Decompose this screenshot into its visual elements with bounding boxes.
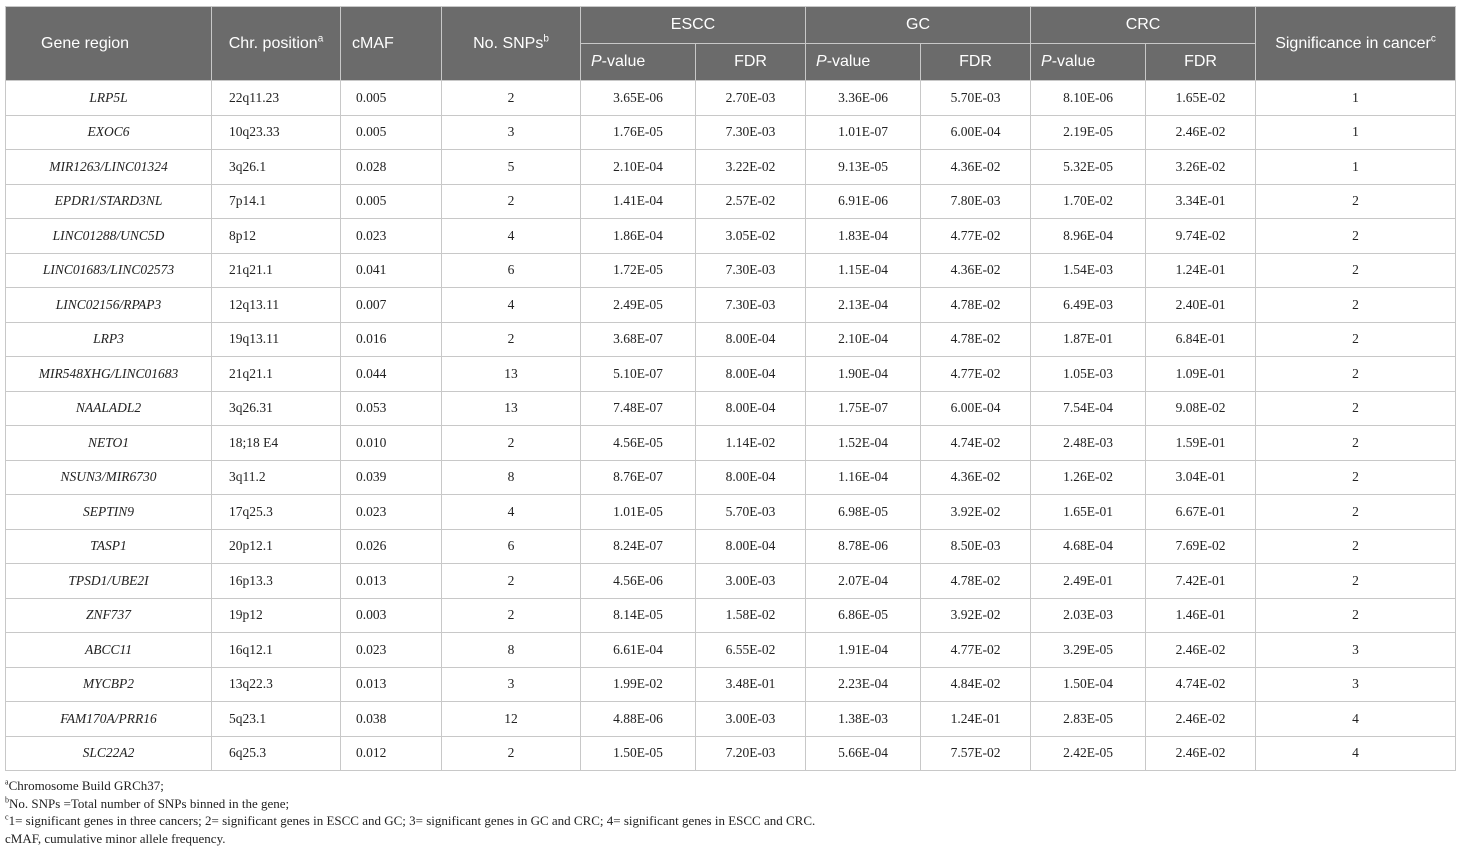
cell-escc-pvalue: 2.10E-04 [581,150,696,185]
table-row [6,702,1456,737]
table-row [6,357,1456,392]
cell-gc-pvalue: 3.36E-06 [806,81,921,116]
cell-escc-fdr: 7.20E-03 [696,736,806,771]
cell-crc-pvalue: 4.68E-04 [1031,529,1146,564]
cell-cmaf: 0.039 [341,460,442,495]
cell-gene-region: TPSD1/UBE2I [6,564,212,599]
cell-crc-fdr: 7.69E-02 [1146,529,1256,564]
cell-gc-fdr: 4.36E-02 [921,253,1031,288]
cell-chr-position: 3q11.2 [212,460,341,495]
table-row [6,633,1456,668]
cell-cmaf: 0.003 [341,598,442,633]
table-row [6,391,1456,426]
table-row [6,150,1456,185]
cell-gc-fdr: 4.77E-02 [921,633,1031,668]
cell-no-snps: 3 [442,667,581,702]
cell-escc-fdr: 7.30E-03 [696,253,806,288]
cell-significance: 1 [1256,150,1456,185]
cell-crc-pvalue: 2.49E-01 [1031,564,1146,599]
cell-cmaf: 0.005 [341,81,442,116]
cell-gc-pvalue: 6.98E-05 [806,495,921,530]
table-row [6,736,1456,771]
cell-gc-pvalue: 1.52E-04 [806,426,921,461]
cell-gene-region: LINC01288/UNC5D [6,219,212,254]
footnote-text: No. SNPs =Total number of SNPs binned in the gene; [9,795,290,811]
cell-gene-region: LRP5L [6,81,212,116]
cell-escc-fdr: 3.00E-03 [696,564,806,599]
cell-crc-pvalue: 1.65E-01 [1031,495,1146,530]
cell-escc-pvalue: 1.41E-04 [581,184,696,219]
cell-escc-fdr: 3.05E-02 [696,219,806,254]
cell-gc-fdr: 4.78E-02 [921,322,1031,357]
cell-crc-fdr: 1.09E-01 [1146,357,1256,392]
cell-chr-position: 21q21.1 [212,357,341,392]
cell-gene-region: NAALADL2 [6,391,212,426]
cell-significance: 2 [1256,184,1456,219]
table-row [6,253,1456,288]
cell-no-snps: 4 [442,219,581,254]
cell-crc-fdr: 1.65E-02 [1146,81,1256,116]
cell-significance: 2 [1256,529,1456,564]
cell-gene-region: LINC02156/RPAP3 [6,288,212,323]
cell-gc-fdr: 1.24E-01 [921,702,1031,737]
footnote-marker: b [5,795,9,805]
cell-gc-pvalue: 9.13E-05 [806,150,921,185]
table-row [6,529,1456,564]
cell-chr-position: 21q21.1 [212,253,341,288]
header-chr-position: Chr. position$^a$ [212,7,341,81]
cell-cmaf: 0.013 [341,564,442,599]
cell-escc-fdr: 7.30E-03 [696,288,806,323]
table-row [6,426,1456,461]
cell-cmaf: 0.012 [341,736,442,771]
cell-crc-pvalue: 1.05E-03 [1031,357,1146,392]
cell-escc-pvalue: 8.14E-05 [581,598,696,633]
cell-significance: 2 [1256,288,1456,323]
cell-escc-fdr: 2.57E-02 [696,184,806,219]
table-footnotes [5,777,1455,847]
cell-escc-pvalue: 1.72E-05 [581,253,696,288]
cell-gc-pvalue: 1.75E-07 [806,391,921,426]
cell-no-snps: 6 [442,253,581,288]
cell-crc-pvalue: 8.96E-04 [1031,219,1146,254]
cell-significance: 2 [1256,495,1456,530]
cell-cmaf: 0.044 [341,357,442,392]
header-cmaf: cMAF [341,7,442,81]
cell-gene-region: ZNF737 [6,598,212,633]
cell-no-snps: 2 [442,564,581,599]
header-escc-fdr: FDR [696,44,806,81]
cell-escc-pvalue: 3.68E-07 [581,322,696,357]
cell-no-snps: 6 [442,529,581,564]
cell-cmaf: 0.005 [341,115,442,150]
cell-gene-region: NETO1 [6,426,212,461]
cell-gene-region: EPDR1/STARD3NL [6,184,212,219]
cell-escc-fdr: 8.00E-04 [696,391,806,426]
header-crc-fdr: FDR [1146,44,1256,81]
cell-escc-pvalue: 6.61E-04 [581,633,696,668]
footnote-text: cMAF, cumulative minor allele frequency. [5,830,226,846]
cell-gc-fdr: 8.50E-03 [921,529,1031,564]
cell-no-snps: 2 [442,322,581,357]
cell-gc-pvalue: 6.91E-06 [806,184,921,219]
cell-crc-pvalue: 3.29E-05 [1031,633,1146,668]
table-row [6,598,1456,633]
cell-escc-fdr: 7.30E-03 [696,115,806,150]
cell-cmaf: 0.013 [341,667,442,702]
cell-significance: 2 [1256,460,1456,495]
cell-gc-fdr: 4.36E-02 [921,150,1031,185]
cell-no-snps: 13 [442,391,581,426]
cell-chr-position: 22q11.23 [212,81,341,116]
cell-significance: 2 [1256,426,1456,461]
cell-escc-pvalue: 3.65E-06 [581,81,696,116]
cell-escc-pvalue: 4.56E-06 [581,564,696,599]
cell-cmaf: 0.038 [341,702,442,737]
cell-cmaf: 0.016 [341,322,442,357]
cell-no-snps: 2 [442,184,581,219]
cell-gc-fdr: 4.77E-02 [921,219,1031,254]
cell-gene-region: MIR1263/LINC01324 [6,150,212,185]
table-row [6,322,1456,357]
cell-chr-position: 17q25.3 [212,495,341,530]
cell-no-snps: 4 [442,288,581,323]
header-gc: GC [806,7,1031,44]
cell-chr-position: 16q12.1 [212,633,341,668]
table-header [6,7,1456,81]
cell-escc-fdr: 3.22E-02 [696,150,806,185]
cell-gc-pvalue: 8.78E-06 [806,529,921,564]
cell-crc-pvalue: 2.19E-05 [1031,115,1146,150]
cell-crc-pvalue: 2.83E-05 [1031,702,1146,737]
footnote-marker: c [5,812,9,822]
cell-significance: 2 [1256,598,1456,633]
cell-cmaf: 0.023 [341,495,442,530]
cell-escc-fdr: 8.00E-04 [696,357,806,392]
cell-chr-position: 20p12.1 [212,529,341,564]
cell-significance: 3 [1256,633,1456,668]
cell-no-snps: 2 [442,598,581,633]
cell-no-snps: 13 [442,357,581,392]
footnote-text: Chromosome Build GRCh37; [8,778,164,793]
cell-chr-position: 19p12 [212,598,341,633]
cell-no-snps: 3 [442,115,581,150]
cell-chr-position: 16p13.3 [212,564,341,599]
cell-chr-position: 3q26.31 [212,391,341,426]
cell-no-snps: 4 [442,495,581,530]
cell-gc-fdr: 7.57E-02 [921,736,1031,771]
cell-gc-pvalue: 1.83E-04 [806,219,921,254]
cell-chr-position: 10q23.33 [212,115,341,150]
cell-cmaf: 0.007 [341,288,442,323]
cell-cmaf: 0.010 [341,426,442,461]
cell-gc-fdr: 4.36E-02 [921,460,1031,495]
cell-escc-pvalue: 1.76E-05 [581,115,696,150]
cell-crc-fdr: 2.46E-02 [1146,633,1256,668]
cell-cmaf: 0.023 [341,219,442,254]
cell-gene-region: ABCC11 [6,633,212,668]
cell-cmaf: 0.041 [341,253,442,288]
cell-gene-region: LRP3 [6,322,212,357]
cell-crc-pvalue: 1.50E-04 [1031,667,1146,702]
cell-escc-pvalue: 8.24E-07 [581,529,696,564]
cell-escc-pvalue: 7.48E-07 [581,391,696,426]
cell-cmaf: 0.053 [341,391,442,426]
cell-crc-pvalue: 2.03E-03 [1031,598,1146,633]
cell-escc-pvalue: 1.50E-05 [581,736,696,771]
cell-escc-fdr: 5.70E-03 [696,495,806,530]
table-row [6,81,1456,116]
cell-no-snps: 12 [442,702,581,737]
cell-crc-fdr: 1.46E-01 [1146,598,1256,633]
table-container [5,6,1455,847]
cell-chr-position: 3q26.1 [212,150,341,185]
cell-significance: 2 [1256,322,1456,357]
cell-escc-pvalue: 4.56E-05 [581,426,696,461]
cell-chr-position: 5q23.1 [212,702,341,737]
cell-significance: 4 [1256,702,1456,737]
cell-significance: 2 [1256,357,1456,392]
cell-crc-pvalue: 2.42E-05 [1031,736,1146,771]
cell-gc-fdr: 4.78E-02 [921,288,1031,323]
cell-escc-fdr: 8.00E-04 [696,322,806,357]
cell-escc-pvalue: 2.49E-05 [581,288,696,323]
cell-significance: 2 [1256,564,1456,599]
cell-crc-fdr: 4.74E-02 [1146,667,1256,702]
cell-no-snps: 8 [442,460,581,495]
cell-crc-fdr: 3.26E-02 [1146,150,1256,185]
cell-escc-fdr: 2.70E-03 [696,81,806,116]
cell-crc-pvalue: 8.10E-06 [1031,81,1146,116]
cell-significance: 2 [1256,391,1456,426]
cell-crc-pvalue: 1.54E-03 [1031,253,1146,288]
cell-crc-fdr: 1.24E-01 [1146,253,1256,288]
cell-gc-pvalue: 1.01E-07 [806,115,921,150]
cell-gc-pvalue: 1.38E-03 [806,702,921,737]
header-crc: CRC [1031,7,1256,44]
cell-gc-fdr: 3.92E-02 [921,495,1031,530]
cell-significance: 3 [1256,667,1456,702]
cell-chr-position: 12q13.11 [212,288,341,323]
cell-escc-fdr: 1.58E-02 [696,598,806,633]
table-row [6,667,1456,702]
cell-significance: 4 [1256,736,1456,771]
cell-crc-fdr: 2.46E-02 [1146,702,1256,737]
cell-escc-pvalue: 1.86E-04 [581,219,696,254]
cell-gc-fdr: 7.80E-03 [921,184,1031,219]
cell-chr-position: 7p14.1 [212,184,341,219]
cell-escc-fdr: 3.00E-03 [696,702,806,737]
cell-chr-position: 18;18 E4 [212,426,341,461]
cell-crc-fdr: 2.46E-02 [1146,736,1256,771]
cell-crc-fdr: 7.42E-01 [1146,564,1256,599]
cell-no-snps: 2 [442,736,581,771]
cell-cmaf: 0.026 [341,529,442,564]
cell-gene-region: FAM170A/PRR16 [6,702,212,737]
cell-crc-fdr: 3.34E-01 [1146,184,1256,219]
cell-gc-pvalue: 5.66E-04 [806,736,921,771]
cell-cmaf: 0.005 [341,184,442,219]
table-row [6,115,1456,150]
cell-gc-pvalue: 1.91E-04 [806,633,921,668]
footnote [5,795,1455,813]
cell-gene-region: MIR548XHG/LINC01683 [6,357,212,392]
header-significance: Significance in cancer$^c$ [1256,7,1456,81]
cell-escc-fdr: 8.00E-04 [696,529,806,564]
cell-no-snps: 2 [442,426,581,461]
cell-gc-fdr: 4.74E-02 [921,426,1031,461]
cell-crc-pvalue: 1.87E-01 [1031,322,1146,357]
cell-escc-pvalue: 1.01E-05 [581,495,696,530]
cell-gene-region: NSUN3/MIR6730 [6,460,212,495]
cell-gc-fdr: 3.92E-02 [921,598,1031,633]
cell-chr-position: 19q13.11 [212,322,341,357]
footnote-text: 1= significant genes in three cancers; 2= significant genes in ESCC and GC; 3= significant genes in GC and CRC; 4= significant genes in ESCC and CRC. [8,813,816,828]
footnote-marker: a [5,777,9,787]
cell-gc-fdr: 6.00E-04 [921,391,1031,426]
cell-gene-region: SLC22A2 [6,736,212,771]
cell-crc-fdr: 3.04E-01 [1146,460,1256,495]
results-table [5,6,1456,771]
cell-gc-pvalue: 1.90E-04 [806,357,921,392]
cell-gc-fdr: 4.78E-02 [921,564,1031,599]
cell-chr-position: 6q25.3 [212,736,341,771]
cell-gc-pvalue: 2.13E-04 [806,288,921,323]
cell-gc-pvalue: 2.07E-04 [806,564,921,599]
cell-gene-region: EXOC6 [6,115,212,150]
cell-escc-pvalue: 1.99E-02 [581,667,696,702]
cell-gc-pvalue: 2.10E-04 [806,322,921,357]
cell-crc-fdr: 9.08E-02 [1146,391,1256,426]
cell-gene-region: TASP1 [6,529,212,564]
cell-escc-fdr: 3.48E-01 [696,667,806,702]
table-body [6,81,1456,771]
cell-crc-fdr: 6.84E-01 [1146,322,1256,357]
cell-cmaf: 0.028 [341,150,442,185]
cell-gc-pvalue: 6.86E-05 [806,598,921,633]
cell-escc-pvalue: 4.88E-06 [581,702,696,737]
footnote [5,812,1455,830]
cell-gene-region: MYCBP2 [6,667,212,702]
header-escc-pvalue: P-value [581,44,696,81]
cell-crc-fdr: 2.46E-02 [1146,115,1256,150]
cell-gene-region: SEPTIN9 [6,495,212,530]
cell-gc-fdr: 4.84E-02 [921,667,1031,702]
cell-significance: 1 [1256,81,1456,116]
cell-escc-fdr: 1.14E-02 [696,426,806,461]
cell-chr-position: 8p12 [212,219,341,254]
cell-escc-fdr: 6.55E-02 [696,633,806,668]
cell-gc-fdr: 4.77E-02 [921,357,1031,392]
header-escc: ESCC [581,7,806,44]
cell-escc-fdr: 8.00E-04 [696,460,806,495]
cell-crc-pvalue: 5.32E-05 [1031,150,1146,185]
cell-crc-fdr: 9.74E-02 [1146,219,1256,254]
cell-cmaf: 0.023 [341,633,442,668]
cell-crc-fdr: 6.67E-01 [1146,495,1256,530]
table-row [6,288,1456,323]
cell-significance: 2 [1256,253,1456,288]
cell-gc-fdr: 6.00E-04 [921,115,1031,150]
footnote [5,777,1455,795]
cell-escc-pvalue: 8.76E-07 [581,460,696,495]
cell-no-snps: 2 [442,81,581,116]
cell-crc-pvalue: 7.54E-04 [1031,391,1146,426]
cell-chr-position: 13q22.3 [212,667,341,702]
header-gc-pvalue: P-value [806,44,921,81]
cell-no-snps: 8 [442,633,581,668]
cell-gc-pvalue: 1.15E-04 [806,253,921,288]
cell-crc-pvalue: 2.48E-03 [1031,426,1146,461]
cell-no-snps: 5 [442,150,581,185]
header-gc-fdr: FDR [921,44,1031,81]
cell-crc-fdr: 1.59E-01 [1146,426,1256,461]
cell-crc-pvalue: 1.26E-02 [1031,460,1146,495]
cell-escc-pvalue: 5.10E-07 [581,357,696,392]
cell-significance: 1 [1256,115,1456,150]
cell-significance: 2 [1256,219,1456,254]
cell-crc-pvalue: 1.70E-02 [1031,184,1146,219]
cell-crc-fdr: 2.40E-01 [1146,288,1256,323]
table-row [6,564,1456,599]
cell-gc-fdr: 5.70E-03 [921,81,1031,116]
table-row [6,495,1456,530]
table-row [6,460,1456,495]
cell-gene-region: LINC01683/LINC02573 [6,253,212,288]
header-gene-region: Gene region [6,7,212,81]
cell-gc-pvalue: 1.16E-04 [806,460,921,495]
table-row [6,184,1456,219]
cell-crc-pvalue: 6.49E-03 [1031,288,1146,323]
cell-gc-pvalue: 2.23E-04 [806,667,921,702]
header-no-snps: No. SNPs$^b$ [442,7,581,81]
table-row [6,219,1456,254]
header-crc-pvalue: P-value [1031,44,1146,81]
footnote [5,830,1455,848]
